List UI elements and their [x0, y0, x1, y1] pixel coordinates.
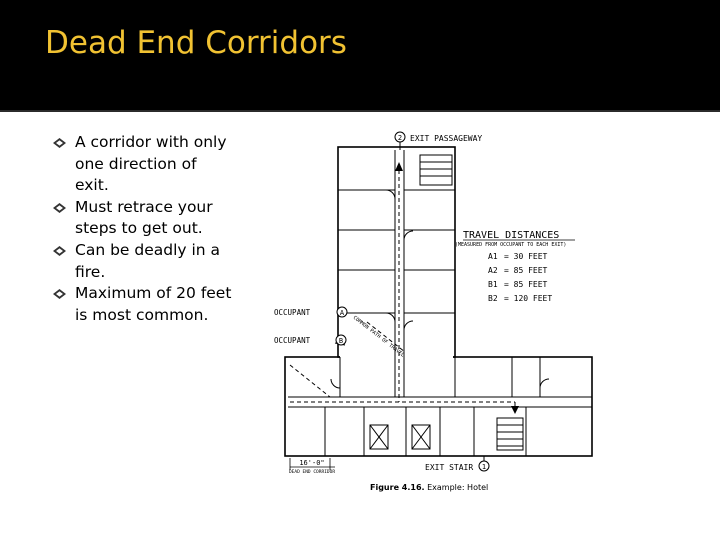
hotel-floor-plan-figure	[270, 124, 620, 496]
bullet-diamond-icon	[52, 245, 67, 257]
travel-distances-title: TRAVEL DISTANCES	[463, 230, 560, 241]
arrow-up-icon	[395, 162, 403, 171]
north-wing-wall	[338, 147, 455, 357]
distance-code: B1	[488, 280, 498, 289]
distance-code: A1	[488, 252, 498, 261]
exit-stair-number: 1	[481, 463, 487, 471]
bullet-item	[52, 132, 232, 197]
travel-distance-list	[488, 252, 552, 303]
distance-value: = 85 FEET	[504, 280, 548, 289]
title-bar	[0, 0, 720, 112]
figure-caption	[370, 483, 488, 492]
occupant-b-letter: B	[338, 337, 344, 345]
bullet-item	[52, 283, 232, 326]
dead-end-length: 16'-0"	[299, 459, 325, 467]
distance-value: = 30 FEET	[504, 252, 548, 261]
distance-code: B2	[488, 294, 498, 303]
distance-value: = 85 FEET	[504, 266, 548, 275]
bullet-item	[52, 197, 232, 240]
bullet-diamond-icon	[52, 137, 67, 149]
arrow-down-icon	[511, 406, 519, 414]
bullet-text: Maximum of 20 feet is most common.	[75, 284, 232, 324]
travel-paths	[290, 170, 515, 412]
common-path-label: COMMON PATH OF TRAVEL	[351, 314, 406, 359]
exit-passageway-number: 2	[397, 134, 403, 142]
travel-distances-subtitle: (MEASURED FROM OCCUPANT TO EACH EXIT)	[455, 242, 567, 248]
bullet-text: Can be deadly in a fire.	[75, 240, 221, 281]
bullet-diamond-icon	[52, 202, 67, 214]
exit-stair-label: EXIT STAIR	[425, 463, 474, 472]
exit-arrows	[395, 162, 519, 414]
slide-title: Dead End Corridors	[45, 25, 347, 61]
bullet-item	[52, 240, 232, 283]
caption-text: Example: Hotel	[427, 483, 489, 492]
exit-passageway-label: EXIT PASSAGEWAY	[410, 134, 483, 143]
bullet-text: Must retrace your steps to get out.	[75, 197, 213, 238]
occupant-a-label: OCCUPANT	[274, 308, 311, 317]
occupant-b-label: OCCUPANT	[274, 336, 311, 345]
occupant-a-letter: A	[339, 309, 345, 317]
distance-code: A2	[488, 266, 498, 275]
bullet-text: A corridor with only one direction of exit.	[75, 133, 227, 195]
distance-value: = 120 FEET	[504, 294, 553, 303]
dead-end-label: DEAD END CORRIDOR	[288, 470, 336, 475]
caption-bold: Figure 4.16.	[370, 483, 425, 492]
bullet-list	[52, 132, 232, 326]
bullet-diamond-icon	[52, 288, 67, 300]
